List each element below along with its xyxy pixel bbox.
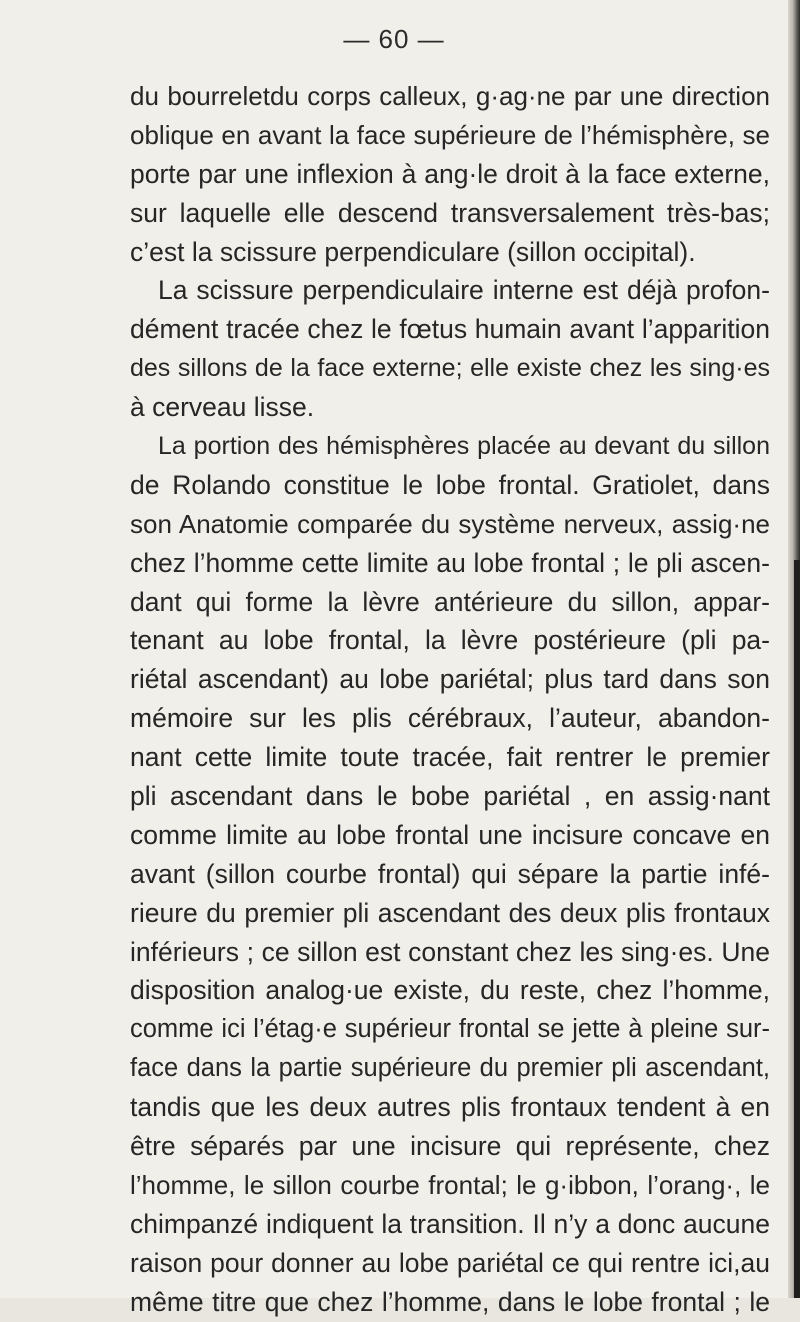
page-edge-shadow [788,0,800,1298]
text-line: porte par une inflexion à ang·le droit à la face externe, [130,158,770,189]
text-line: dant qui forme la lèvre antérieure du sillon, appar- [130,586,770,617]
text-line: pli ascendant dans le bobe pariétal , en assig·nant [130,781,770,812]
text-line: La portion des hémisphères placée au devant du sillon [158,432,770,461]
text-line: tandis que les deux autres plis frontaux tendent à en [130,1092,770,1123]
text-line: face dans la partie supérieure du premier pli ascendant, [130,1054,770,1083]
text-line: du bourreletdu corps calleux, g·ag·ne par une direction [130,81,770,111]
text-line: raison pour donner au lobe pariétal ce qui rentre ici,au [130,1247,770,1278]
text-line: l’homme, le sillon courbe frontal; le g·ibbon, l’orang·, le [130,1169,770,1200]
text-line: mémoire sur les plis cérébraux, l’auteur, abandon- [130,703,770,734]
text-line: rieure du premier pli ascendant des deux plis frontaux [130,897,770,928]
text-line: nant cette limite toute tracée, fait rentrer le premier [130,742,770,773]
text-line: dément tracée chez le fœtus humain avant l’apparition [130,314,770,345]
text-line: chez l’homme cette limite au lobe frontal ; le pli ascen- [130,547,770,578]
body-text [130,77,770,1322]
text-line: tenant au lobe frontal, la lèvre postérieure (pli pa- [130,625,770,656]
text-line: à cerveau lisse. [130,392,315,423]
text-line: comme ici l’étag·e supérieur frontal se jette à pleine sur- [130,1015,770,1044]
text-line: disposition analog·ue existe, du reste, chez l’homme, [130,975,770,1006]
text-line: inférieurs ; ce sillon est constant chez les sing·es. Une [130,936,770,967]
text-line: de Rolando constitue le lobe frontal. Gratiolet, dans [130,469,770,500]
text-line: c’est la scissure perpendiculare (sillon occipital). [130,236,696,267]
page-number: — 60 — [343,24,445,54]
text-line: même titre que chez l’homme, dans le lobe frontal ; le [130,1286,770,1317]
text-line: sur laquelle elle descend transversalement très-bas; [130,197,770,228]
text-line: riétal ascendant) au lobe pariétal; plus tard dans son [130,664,770,695]
text-line: son Anatomie comparée du système nerveux, assig·ne [130,508,770,539]
text-line: des sillons de la face externe; elle existe chez les sing·es [130,354,770,383]
text-line: être séparés par une incisure qui représente, chez [130,1131,770,1162]
text-line: comme limite au lobe frontal une incisure concave en [130,819,770,850]
text-line: avant (sillon courbe frontal) qui sépare la partie infé- [130,858,770,889]
text-line: oblique en avant la face supérieure de l’hémisphère, se [130,119,770,150]
text-line: La scissure perpendiculaire interne est déjà profon- [158,275,770,306]
text-line: chimpanzé indiquent la transition. Il n’y a donc aucune [130,1208,770,1239]
